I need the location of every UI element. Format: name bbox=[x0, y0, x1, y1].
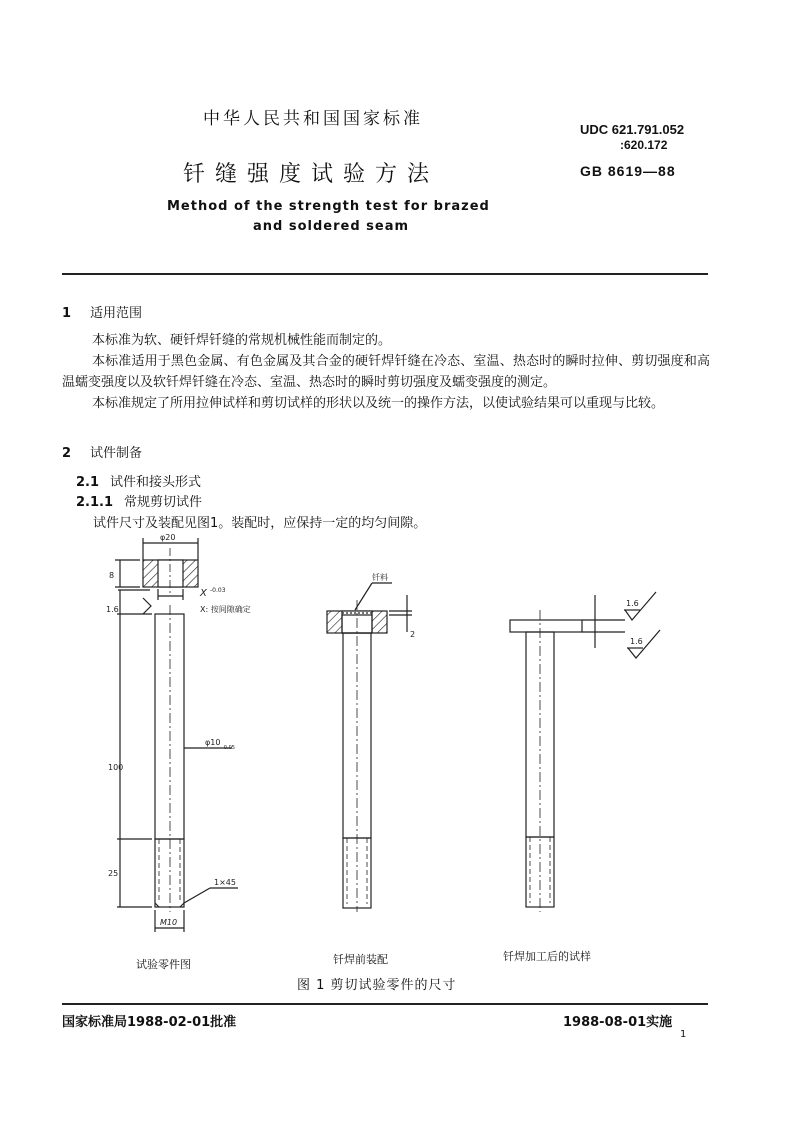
section-2-1-1-paragraph: 试件尺寸及装配见图1。装配时，应保持一定的均匀间隙。 bbox=[93, 516, 427, 531]
dim-2: 2 bbox=[410, 630, 416, 639]
dim-x: X bbox=[200, 588, 207, 599]
dim-chamfer: 1×45 bbox=[214, 878, 236, 887]
dim-phi10-tolerance: -0.05 bbox=[222, 745, 235, 751]
udc-code-continued: :620.172 bbox=[620, 138, 668, 152]
section-title: 试件和接头形式 bbox=[110, 475, 202, 490]
approval-date: 国家标准局1988-02-01批准 bbox=[62, 1015, 237, 1030]
section-number: 2.1 bbox=[76, 475, 100, 490]
caption-before-brazing: 钎焊前装配 bbox=[333, 953, 388, 966]
page-number: 1 bbox=[680, 1029, 687, 1040]
section-1-paragraph-2: 本标准适用于黑色金属、有色金属及其合金的硬钎焊钎缝在冷态、室温、热态时的瞬时拉伸、剪切强度和高温蠕变强度以及软钎焊钎缝在冷态、室温、热态时的瞬时剪切强度及蠕变强度的测定。 bbox=[62, 354, 710, 390]
section-number: 1 bbox=[62, 306, 72, 321]
section-title: 试件制备 bbox=[90, 446, 143, 461]
roughness-2: 1.6 bbox=[630, 637, 643, 646]
section-title: 常规剪切试件 bbox=[124, 495, 203, 510]
dim-x-note: X: 按间隙确定 bbox=[200, 605, 251, 614]
part-a-labels bbox=[106, 533, 251, 927]
dim-m10: M10 bbox=[160, 918, 178, 927]
issuer-title: 中华人民共和国国家标准 bbox=[203, 109, 423, 129]
dim-8: 8 bbox=[109, 571, 115, 580]
udc-code: UDC 621.791.052 bbox=[580, 122, 685, 137]
effective-date: 1988-08-01实施 bbox=[563, 1015, 673, 1030]
dim-1-6: 1.6 bbox=[106, 605, 119, 614]
caption-test-part: 试验零件图 bbox=[136, 958, 191, 971]
dim-25: 25 bbox=[108, 869, 119, 878]
section-number: 2.1.1 bbox=[76, 495, 114, 510]
document-title-cn: 钎缝强度试验方法 bbox=[183, 162, 440, 187]
footer-divider bbox=[62, 1003, 708, 1005]
dim-phi10: φ10 bbox=[205, 738, 221, 747]
dim-phi20: φ20 bbox=[160, 533, 176, 542]
part-a-drawing bbox=[115, 538, 238, 932]
part-b-drawing bbox=[327, 583, 412, 912]
section-number: 2 bbox=[62, 446, 72, 461]
figure-1-caption: 图 1 剪切试验零件的尺寸 bbox=[297, 978, 457, 993]
caption-after-brazing: 钎焊加工后的试样 bbox=[503, 950, 591, 963]
part-c-labels bbox=[626, 599, 643, 646]
dim-x-tolerance: -0.03 bbox=[210, 587, 226, 594]
filler-label: 钎料 bbox=[372, 573, 388, 582]
section-title: 适用范围 bbox=[90, 306, 143, 321]
section-1-paragraph-3: 本标准规定了所用拉伸试样和剪切试样的形状以及统一的操作方法，以使试验结果可以重现与比较。 bbox=[92, 396, 665, 411]
document-title-en: Method of the strength test for brazed bbox=[167, 199, 490, 214]
roughness-1: 1.6 bbox=[626, 599, 639, 608]
dim-100: 100 bbox=[108, 763, 124, 772]
gb-standard-number: GB 8619—88 bbox=[580, 163, 676, 179]
section-1-paragraph-1: 本标准为软、硬钎焊钎缝的常规机械性能而制定的。 bbox=[92, 333, 392, 348]
document-title-en-line2: and soldered seam bbox=[253, 219, 410, 234]
